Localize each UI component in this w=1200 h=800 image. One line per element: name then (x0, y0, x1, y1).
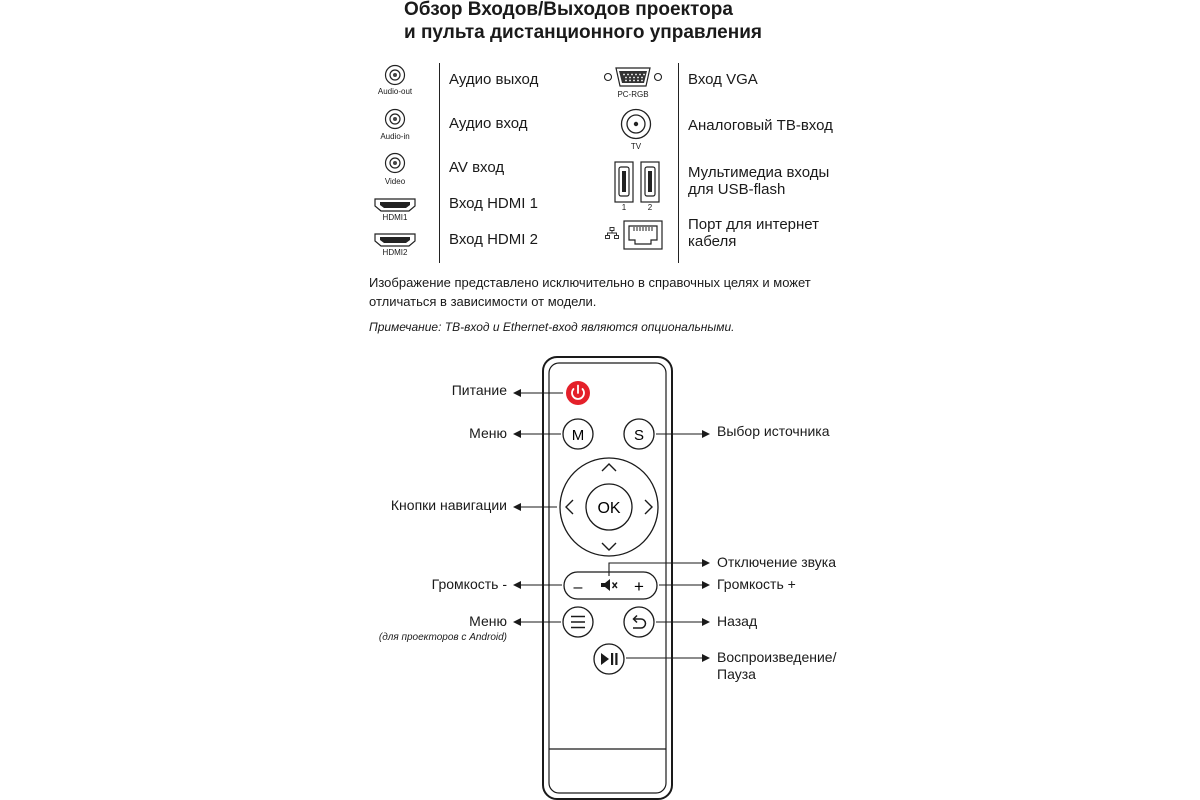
port-label-hdmi1: Вход HDMI 1 (449, 195, 538, 212)
port-label-audio-in: Аудио вход (449, 115, 528, 132)
port-label-ethernet-line1: Порт для интернет (688, 216, 820, 233)
port-caption: TV (630, 142, 642, 151)
description-line-2: отличаться в зависимости от модели. (369, 294, 597, 309)
title-line-2: и пульта дистанционного управления (404, 22, 762, 43)
port-label-audio-out: Аудио выход (449, 71, 539, 88)
usb-caption-1: 1 (621, 203, 627, 212)
label-android-menu: Меню (469, 613, 507, 629)
port-label-tv: Аналоговый ТВ-вход (688, 117, 833, 134)
label-power: Питание (451, 382, 507, 398)
source-button[interactable] (624, 419, 654, 449)
android-menu-button[interactable] (563, 607, 593, 637)
port-label-video: AV вход (449, 159, 505, 176)
play-pause-button[interactable] (594, 644, 624, 674)
label-volume-minus: Громкость - (431, 576, 507, 592)
menu-button-label: M (571, 427, 585, 444)
usb-caption-2: 2 (647, 203, 653, 212)
label-mute: Отключение звука (717, 554, 837, 570)
label-navigation: Кнопки навигации (390, 497, 507, 513)
port-label-ethernet-line2: кабеля (688, 233, 737, 250)
label-android-note: (для проекторов с Android) (378, 632, 507, 643)
port-caption: Audio-out (377, 87, 413, 96)
label-volume-plus: Громкость + (717, 576, 796, 592)
menu-button[interactable] (563, 419, 593, 449)
source-button-label: S (633, 427, 645, 444)
volume-minus-button[interactable]: – (573, 579, 583, 596)
port-caption: PC-RGB (617, 90, 649, 99)
title-line-1: Обзор Входов/Выходов проектора (404, 0, 733, 20)
port-caption: Video (384, 177, 406, 186)
port-label-usb-line2: для USB-flash (688, 181, 786, 198)
description-line-1: Изображение представлено исключительно в справочных целях и может (369, 275, 811, 290)
label-play-pause-line2: Пауза (717, 666, 756, 682)
volume-plus-button[interactable]: + (634, 577, 644, 596)
port-label-hdmi2: Вход HDMI 2 (449, 231, 538, 248)
power-button[interactable] (566, 381, 590, 405)
port-caption: Audio-in (380, 132, 410, 141)
back-button[interactable] (624, 607, 654, 637)
port-caption: HDMI2 (382, 248, 408, 257)
description-note: Примечание: ТВ-вход и Ethernet-вход являются опциональными. (369, 320, 735, 334)
port-caption: HDMI1 (382, 213, 408, 222)
label-back: Назад (717, 613, 758, 629)
port-label-vga: Вход VGA (688, 71, 758, 88)
label-menu: Меню (469, 425, 507, 441)
label-play-pause-line1: Воспроизведение/ (717, 649, 837, 665)
ok-button[interactable]: OK (597, 500, 621, 517)
port-label-usb-line1: Мультимедиа входы (688, 164, 830, 181)
label-source: Выбор источника (717, 423, 830, 439)
